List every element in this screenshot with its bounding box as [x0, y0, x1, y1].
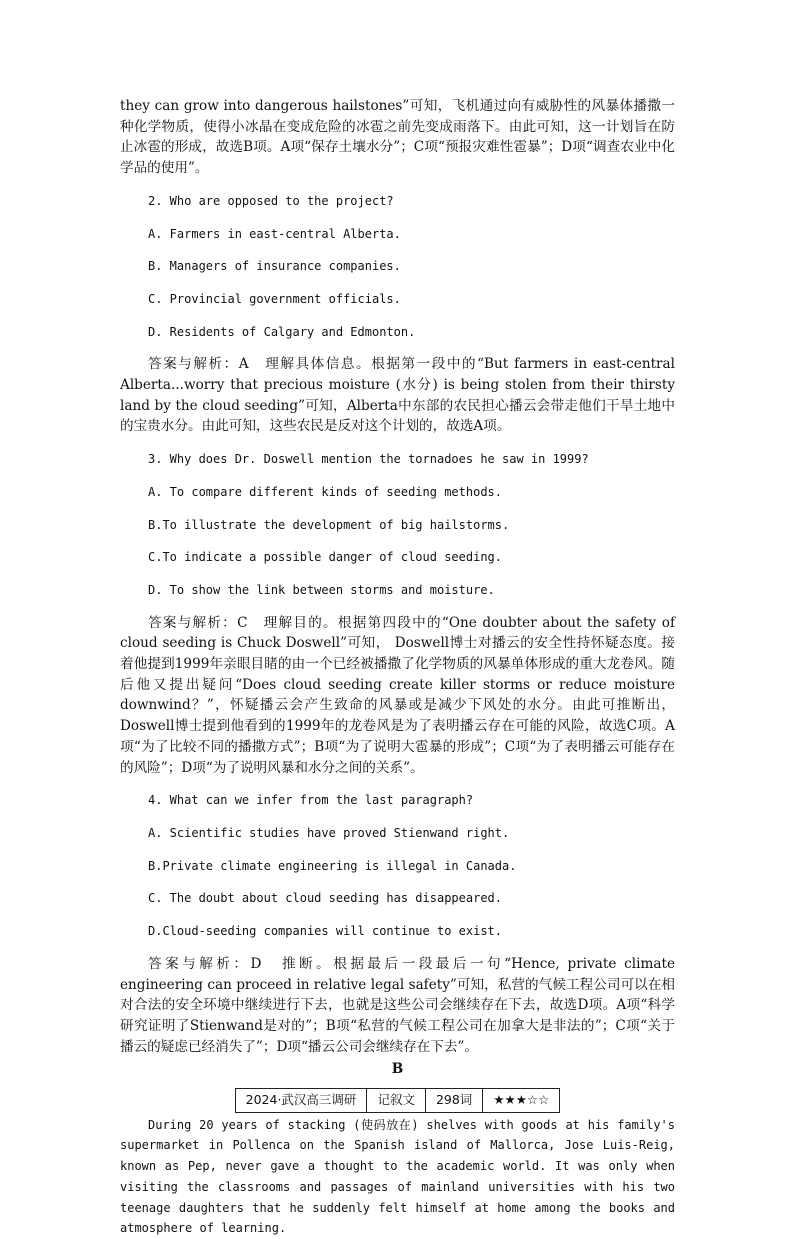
passage-info-table	[235, 1088, 561, 1113]
q3-question: 3. Why does Dr. Doswell mention the tornadoes he saw in 1999?	[148, 452, 589, 467]
q2-option-d: D. Residents of Calgary and Edmonton.	[148, 324, 416, 339]
tag-difficulty-stars: ★★★☆☆	[483, 1089, 560, 1113]
q2-option-c: C. Provincial government officials.	[148, 291, 401, 306]
q2-option-a: A. Farmers in east-central Alberta.	[148, 226, 401, 241]
q2-question: 2. Who are opposed to the project?	[148, 193, 394, 208]
q3-option-b: B.To illustrate the development of big hailstorms.	[148, 517, 510, 532]
tag-source: 2024·武汉高三调研	[235, 1089, 367, 1113]
q1-explanation-tail: they can grow into dangerous hailstones”可知，飞机通过向有威胁性的风暴体播撒一种化学物质，使得小冰晶在变成危险的冰雹之前先变成雨落下。由此可知，这一计划旨在防止冰雹的形成，故选B项。A项“保存土壤水分”；C项“预报灾难性雹暴”；D项“调查农业中化学品的使用”。	[120, 98, 675, 177]
q4-option-b: B.Private climate engineering is illegal in Canada.	[148, 858, 517, 873]
passage-info-table-wrap	[120, 1088, 675, 1113]
q2-option-b: B. Managers of insurance companies.	[148, 259, 401, 274]
section-heading: B	[391, 1061, 404, 1078]
q4-option-c: C. The doubt about cloud seeding has disappeared.	[148, 891, 503, 906]
q3-option-a: A. To compare different kinds of seeding methods.	[148, 484, 503, 499]
passage-b-paragraph: During 20 years of stacking (使码放在) shelves with goods at his family's supermarket in Pollenca on the Spanish island of Mallorca, Jose Luis-Reig, known as Pep, never gave a thought to the academic world. It was only when visiting the classrooms and passages of mainland universities with his two teenage daughters that he suddenly felt himself at home among the books and atmosphere of learning.	[120, 1117, 675, 1236]
q2-answer: 答案与解析：A 理解具体信息。根据第一段中的“But farmers in east-central Alberta...worry that precious moisture (水分) is being stolen from their thirsty land by the cloud seeding”可知，Alberta中东部的农民担心播云会带走他们干旱土地中的宝贵水分。由此可知，这些农民是反对这个计划的，故选A项。	[120, 356, 675, 435]
document-page	[120, 96, 675, 1239]
tag-genre: 记叙文	[367, 1089, 426, 1113]
q3-option-d: D. To show the link between storms and moisture.	[148, 582, 495, 597]
q4-question: 4. What can we infer from the last paragraph?	[148, 793, 474, 808]
q4-option-a: A. Scientific studies have proved Stienwand right.	[148, 825, 510, 840]
q4-option-d: D.Cloud-seeding companies will continue to exist.	[148, 924, 503, 939]
tag-word-count: 298词	[425, 1089, 482, 1113]
q4-answer: 答案与解析：D 推断。根据最后一段最后一句“Hence, private climate engineering can proceed in relative legal safety”可知，私营的气候工程公司可以在相对合法的安全环境中继续进行下去，也就是这些公司会继续存在下去，故选D项。A项“科学研究证明了Stienwand是对的”；B项“私营的气候工程公司在加拿大是非法的”；C项“关于播云的疑虑已经消失了”；D项“播云公司会继续存在下去”。	[120, 955, 675, 1055]
q3-option-c: C.To indicate a possible danger of cloud seeding.	[148, 550, 503, 565]
q3-answer: 答案与解析：C 理解目的。根据第四段中的“One doubter about the safety of cloud seeding is Chuck Doswell”可知， Doswell博士对播云的安全性持怀疑态度。接着他提到1999年亲眼目睹的由一个已经被播撒了化学物质的风暴单体形成的重大龙卷风。随后他又提出疑问“Does cloud seeding create killer storms or reduce moisture downwind？”，怀疑播云会产生致命的风暴或是减少下风处的水分。由此可推断出，Doswell博士提到他看到的1999年的龙卷风是为了表明播云存在可能的风险，故选C项。A项“为了比较不同的播撒方式”；B项“为了说明大雹暴的形成”；C项“为了表明播云可能存在的风险”；D项“为了说明风暴和水分之间的关系”。	[120, 614, 675, 776]
